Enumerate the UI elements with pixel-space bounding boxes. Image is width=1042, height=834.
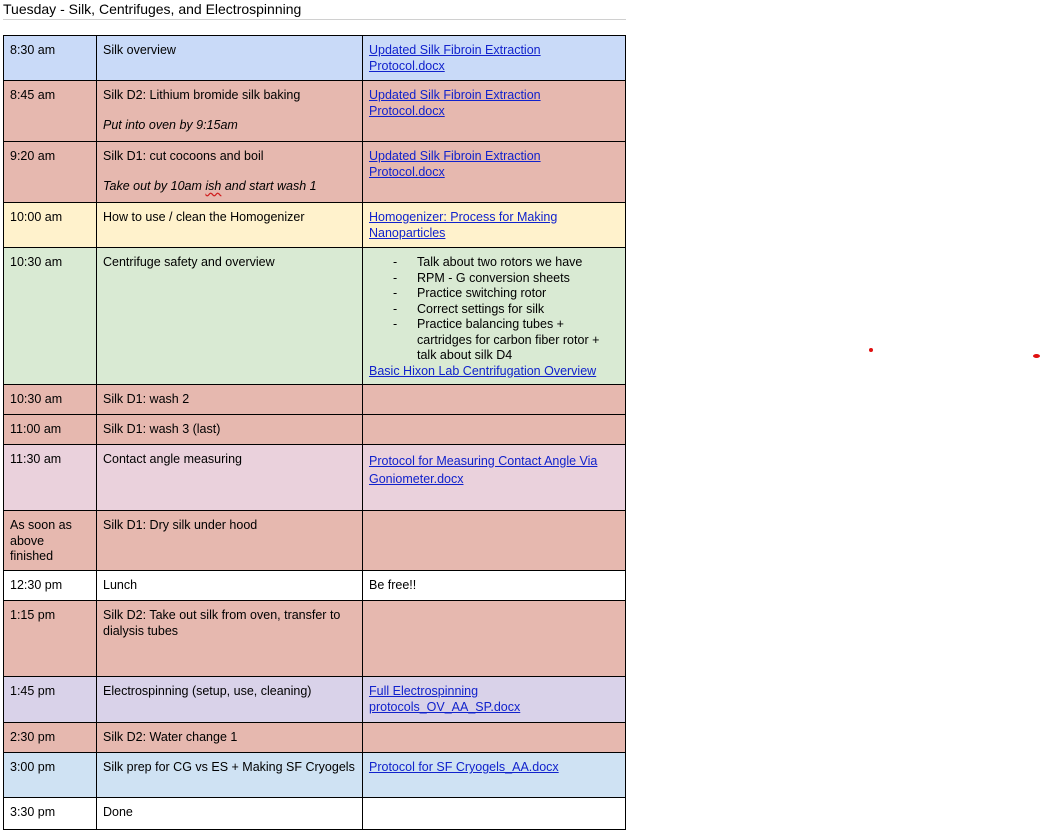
time-cell: 3:30 pm — [4, 798, 97, 830]
protocol-link[interactable]: Full Electrospinning protocols_OV_AA_SP.docx — [369, 684, 521, 714]
resource-cell — [363, 385, 626, 415]
activity-cell: Contact angle measuring — [97, 445, 363, 511]
resource-cell — [363, 415, 626, 445]
activity-note: Put into oven by 9:15am — [103, 117, 238, 132]
resource-cell — [363, 36, 626, 81]
activity-cell: Silk overview — [97, 36, 363, 81]
table-row — [4, 415, 626, 445]
protocol-link[interactable]: Updated Silk Fibroin Extraction Protocol.docx — [369, 149, 541, 179]
time-cell: 2:30 pm — [4, 723, 97, 753]
activity-cell — [97, 142, 363, 203]
activity-cell: Centrifuge safety and overview — [97, 248, 363, 385]
resource-cell — [363, 511, 626, 571]
resource-cell: Be free!! — [363, 571, 626, 601]
resource-cell — [363, 445, 626, 511]
time-cell: 11:30 am — [4, 445, 97, 511]
list-item: - Practice switching rotor — [369, 286, 619, 302]
time-cell: 1:45 pm — [4, 677, 97, 723]
time-cell: 11:00 am — [4, 415, 97, 445]
time-cell: As soon as above finished — [4, 511, 97, 571]
activity-note: Take out by 10am ish and start wash 1 — [103, 178, 317, 193]
resource-cell — [363, 753, 626, 798]
list-item: - RPM - G conversion sheets — [369, 271, 619, 287]
activity-cell: Lunch — [97, 571, 363, 601]
time-cell: 3:00 pm — [4, 753, 97, 798]
table-row — [4, 81, 626, 142]
resource-cell — [363, 723, 626, 753]
list-item: - Talk about two rotors we have — [369, 255, 619, 271]
resource-cell — [363, 798, 626, 830]
activity-cell: Silk D1: wash 3 (last) — [97, 415, 363, 445]
spellcheck-mark: ish — [205, 178, 222, 193]
activity-cell: Done — [97, 798, 363, 830]
resource-cell — [363, 601, 626, 677]
activity-cell: Silk prep for CG vs ES + Making SF Cryogels — [97, 753, 363, 798]
protocol-link[interactable]: Basic Hixon Lab Centrifugation Overview — [369, 363, 597, 378]
activity-text: Silk D1: cut cocoons and boil — [103, 149, 264, 163]
time-cell: 10:30 am — [4, 248, 97, 385]
table-row — [4, 753, 626, 798]
cursor-dot — [869, 348, 873, 352]
resource-cell — [363, 677, 626, 723]
protocol-link[interactable]: Protocol for Measuring Contact Angle Via Goniometer.docx — [369, 454, 598, 486]
time-cell: 1:15 pm — [4, 601, 97, 677]
activity-cell: How to use / clean the Homogenizer — [97, 203, 363, 248]
table-row — [4, 677, 626, 723]
page-title: Tuesday - Silk, Centrifuges, and Electrospinning — [3, 1, 626, 20]
activity-cell: Electrospinning (setup, use, cleaning) — [97, 677, 363, 723]
cursor-dot — [1033, 354, 1040, 358]
resource-cell — [363, 248, 626, 385]
table-row — [4, 723, 626, 753]
time-cell: 8:45 am — [4, 81, 97, 142]
activity-cell: Silk D2: Take out silk from oven, transfer to dialysis tubes — [97, 601, 363, 677]
protocol-link[interactable]: Updated Silk Fibroin Extraction Protocol.docx — [369, 43, 541, 73]
table-row — [4, 203, 626, 248]
table-row — [4, 601, 626, 677]
activity-cell: Silk D1: wash 2 — [97, 385, 363, 415]
resource-cell — [363, 142, 626, 203]
activity-cell: Silk D1: Dry silk under hood — [97, 511, 363, 571]
time-cell: 9:20 am — [4, 142, 97, 203]
table-row — [4, 798, 626, 830]
list-item: - Practice balancing tubes + cartridges for carbon fiber rotor + talk about silk D4 — [369, 317, 619, 364]
protocol-link[interactable]: Updated Silk Fibroin Extraction Protocol.docx — [369, 88, 541, 118]
resource-cell — [363, 81, 626, 142]
activity-cell — [97, 81, 363, 142]
bullet-list — [369, 255, 619, 364]
table-row — [4, 385, 626, 415]
table-row — [4, 445, 626, 511]
list-item: - Correct settings for silk — [369, 302, 619, 318]
time-cell: 12:30 pm — [4, 571, 97, 601]
protocol-link[interactable]: Homogenizer: Process for Making Nanoparticles — [369, 210, 558, 240]
time-cell: 10:30 am — [4, 385, 97, 415]
table-row — [4, 511, 626, 571]
schedule-table — [3, 35, 626, 830]
table-row — [4, 36, 626, 81]
resource-cell — [363, 203, 626, 248]
table-row — [4, 571, 626, 601]
time-cell: 8:30 am — [4, 36, 97, 81]
activity-cell: Silk D2: Water change 1 — [97, 723, 363, 753]
activity-text: Silk D2: Lithium bromide silk baking — [103, 88, 301, 102]
table-row — [4, 142, 626, 203]
protocol-link[interactable]: Protocol for SF Cryogels_AA.docx — [369, 760, 559, 774]
table-row — [4, 248, 626, 385]
time-cell: 10:00 am — [4, 203, 97, 248]
